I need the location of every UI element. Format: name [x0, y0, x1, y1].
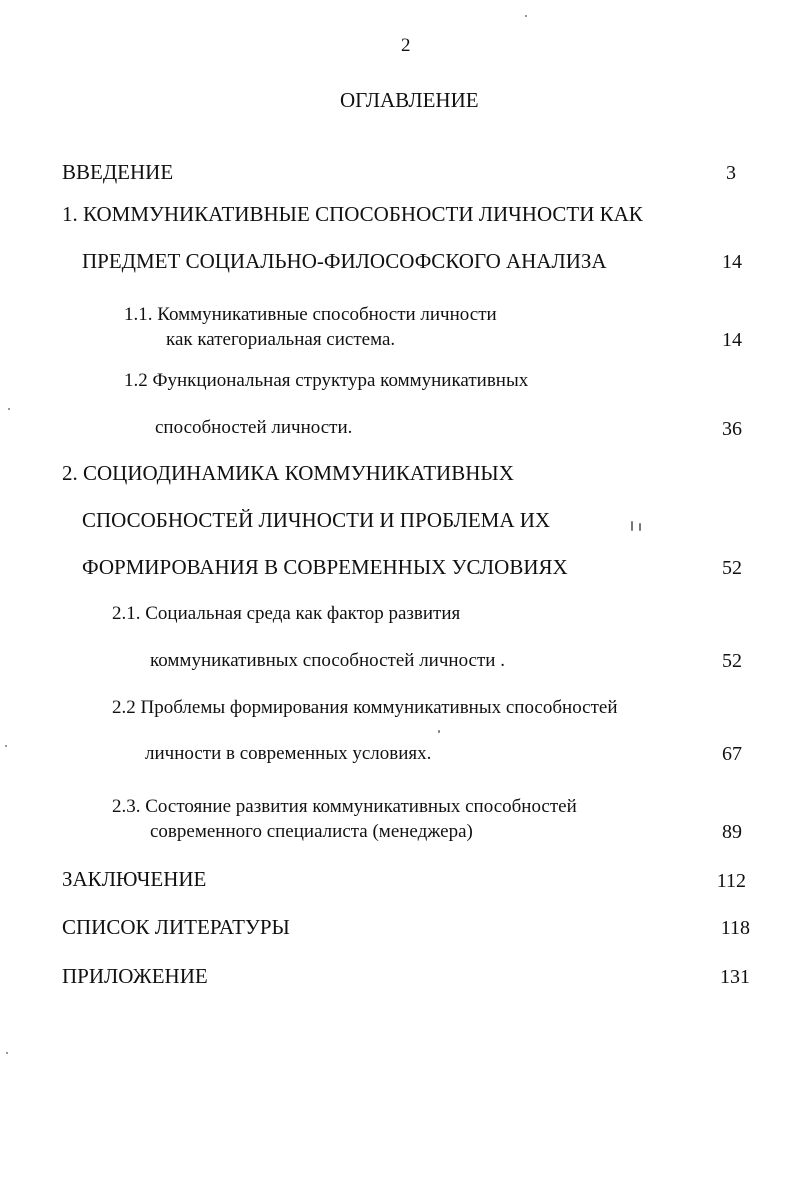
toc-intro-page: 3 — [726, 162, 736, 184]
toc-s2-2-page: 67 — [722, 743, 742, 765]
toc-s1-2-line1: 1.2 Функциональная структура коммуникативных — [124, 370, 529, 391]
toc-ch1-line2: ПРЕДМЕТ СОЦИАЛЬНО-ФИЛОСОФСКОГО АНАЛИЗА — [82, 249, 607, 273]
toc-ch1-line1: 1. КОММУНИКАТИВНЫЕ СПОСОБНОСТИ ЛИЧНОСТИ КАК — [62, 202, 643, 226]
toc-s2-1-line1: 2.1. Социальная среда как фактор развития — [112, 603, 461, 624]
page-number: 2 — [401, 35, 411, 56]
toc-conclusion-page: 112 — [716, 870, 746, 892]
toc-appendix-page: 131 — [720, 966, 750, 988]
scan-speck — [5, 745, 7, 747]
toc-s2-1-line2: коммуникативных способностей личности . — [150, 650, 505, 671]
toc-conclusion-text: ЗАКЛЮЧЕНИЕ — [62, 867, 207, 891]
toc-ch2-line3: ФОРМИРОВАНИЯ В СОВРЕМЕННЫХ УСЛОВИЯХ — [82, 555, 568, 579]
toc-references-text: СПИСОК ЛИТЕРАТУРЫ — [62, 915, 290, 939]
toc-s2-3-line1: 2.3. Состояние развития коммуникативных способностей — [112, 796, 577, 817]
scan-speck — [6, 1052, 8, 1054]
toc-s1-1-line2: как категориальная система. — [166, 329, 396, 350]
toc-s2-2-line2: личности в современных условиях. — [145, 743, 432, 764]
toc-ch2-page: 52 — [722, 557, 742, 579]
toc-s2-1-page: 52 — [722, 650, 742, 672]
toc-s2-3-page: 89 — [722, 821, 742, 843]
toc-s1-1-line1: 1.1. Коммуникативные способности личности — [124, 304, 497, 325]
toc-s1-2-line2: способностей личности. — [155, 417, 353, 438]
scan-speck — [639, 523, 641, 531]
toc-ch2-line1: 2. СОЦИОДИНАМИКА КОММУНИКАТИВНЫХ — [62, 461, 514, 485]
scan-speck — [525, 15, 527, 17]
toc-s1-1-page: 14 — [722, 329, 742, 351]
toc-references-page: 118 — [720, 917, 750, 939]
toc-ch1-page: 14 — [722, 251, 742, 273]
toc-appendix-text: ПРИЛОЖЕНИЕ — [62, 964, 208, 988]
toc-title: ОГЛАВЛЕНИЕ — [340, 88, 479, 112]
toc-s2-3-line2: современного специалиста (менеджера) — [150, 821, 473, 842]
toc-s1-2-page: 36 — [722, 418, 742, 440]
scan-speck — [438, 730, 440, 733]
toc-s2-2-line1: 2.2 Проблемы формирования коммуникативных способностей — [112, 697, 618, 718]
scan-speck — [631, 521, 633, 531]
scan-speck — [8, 408, 10, 410]
toc-intro-text: ВВЕДЕНИЕ — [62, 160, 174, 184]
toc-ch2-line2: СПОСОБНОСТЕЙ ЛИЧНОСТИ И ПРОБЛЕМА ИХ — [82, 508, 551, 532]
